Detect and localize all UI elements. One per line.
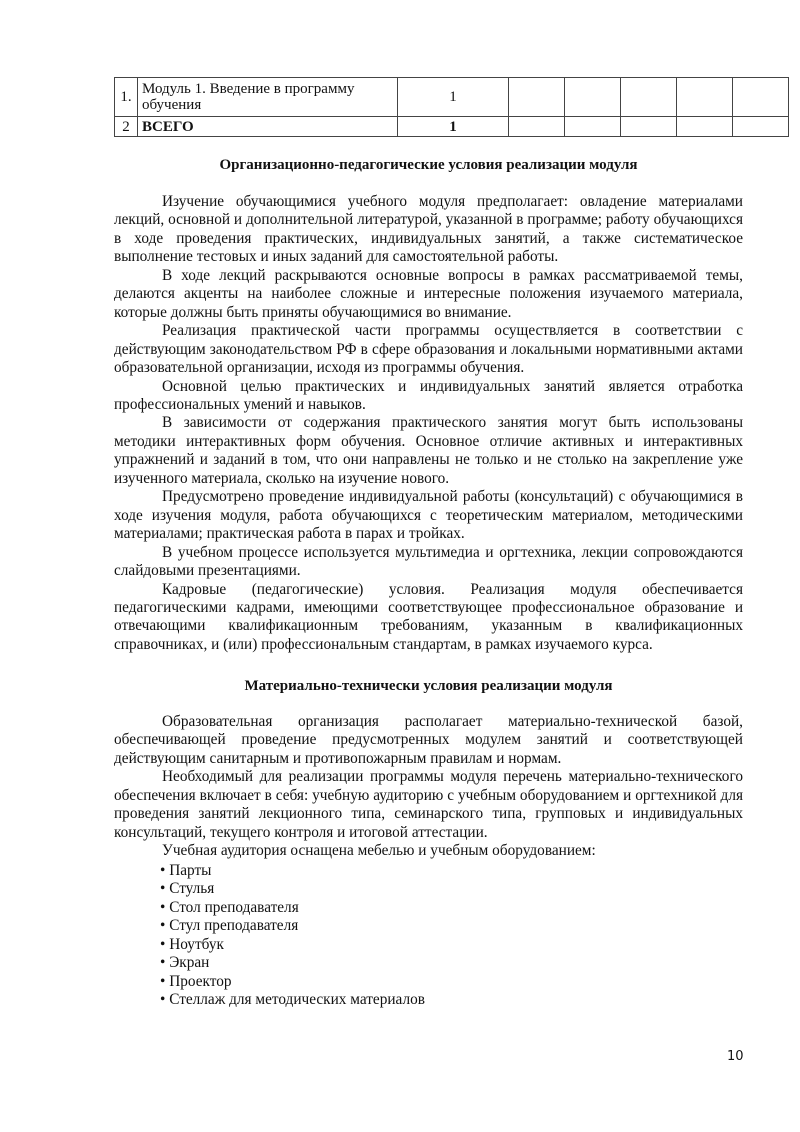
list-item: • Экран: [160, 954, 425, 972]
list-item: • Парты: [160, 862, 425, 880]
empty-cell: [733, 78, 789, 117]
empty-cell: [565, 117, 621, 137]
paragraph: В ходе лекций раскрываются основные вопросы в рамках рассматриваемой темы, делаются акценты на наиболее сложные и интересные положения изучаемого материала, которые должны быть приняты обучающимися во внимание.: [114, 266, 743, 321]
empty-cell: [733, 117, 789, 137]
paragraph: Необходимый для реализации программы модуля перечень материально-технического обеспечения включает в себя: учебную аудиторию с учебным оборудованием и оргтехникой для проведения занятий лекционного типа, семинарского типа, групповых и индивидуальных консультаций, текущего контроля и итоговой аттестации.: [114, 768, 743, 841]
total-label: ВСЕГО: [138, 117, 398, 137]
paragraph: Образовательная организация располагает материально-технической базой, обеспечивающей проведение предусмотренных модулем занятий и соответствующей действующим санитарным и противопожарным правилам и нормам.: [114, 713, 743, 767]
list-item: • Стеллаж для методических материалов: [160, 991, 425, 1009]
row-number: 2: [115, 117, 138, 137]
organizational-conditions-text: [114, 193, 743, 654]
module-name: Модуль 1. Введение в программу обучения: [138, 78, 398, 117]
hours-cell: 1: [398, 78, 509, 117]
table-row: [115, 78, 789, 117]
list-item: • Ноутбук: [160, 936, 425, 954]
empty-cell: [509, 117, 565, 137]
empty-cell: [621, 78, 677, 117]
empty-cell: [677, 78, 733, 117]
empty-cell: [677, 117, 733, 137]
empty-cell: [621, 117, 677, 137]
list-item: • Стулья: [160, 880, 425, 898]
empty-cell: [509, 78, 565, 117]
paragraph: Предусмотрено проведение индивидуальной работы (консультаций) с обучающимися в ходе изучения модуля, работа обучающихся с теоретическим материалом, методическими материалами; практическая работа в парах и тройках.: [114, 488, 743, 543]
empty-cell: [565, 78, 621, 117]
material-conditions-text: [114, 713, 743, 861]
paragraph: В зависимости от содержания практического занятия могут быть использованы методики интерактивных форм обучения. Основное отличие активных и интерактивных упражнений и заданий в том, что они направлены не только и не столько на закрепление уже изученного материала, сколько на изучение нового.: [114, 414, 743, 487]
list-item: • Стол преподавателя: [160, 899, 425, 917]
paragraph: В учебном процессе используется мультимедиа и оргтехника, лекции сопровождаются слайдовыми презентациями.: [114, 543, 743, 580]
equipment-list: [160, 862, 425, 1010]
total-hours: 1: [398, 117, 509, 137]
paragraph: Реализация практической части программы осуществляется в соответствии с действующим законодательством РФ в сфере образования и локальными нормативными актами образовательной организации, исходя из программы обучения.: [114, 322, 743, 377]
paragraph: Учебная аудитория оснащена мебелью и учебным оборудованием:: [162, 842, 596, 860]
page-number: 10: [727, 1049, 744, 1064]
module-table: [114, 77, 789, 137]
paragraph: Изучение обучающимися учебного модуля предполагает: овладение материалами лекций, основной и дополнительной литературой, указанной в программе; работу обучающихся в ходе проведения практических, индивидуальных занятий, а также систематическое выполнение тестовых и иных заданий для самостоятельной работы.: [114, 193, 743, 266]
row-number: 1.: [115, 78, 138, 117]
list-item: • Проектор: [160, 973, 425, 991]
section-title-organizational: Организационно-педагогические условия реализации модуля: [219, 157, 638, 173]
table-row: [115, 117, 789, 137]
list-item: • Стул преподавателя: [160, 917, 425, 935]
paragraph: Кадровые (педагогические) условия. Реализация модуля обеспечивается педагогическими кадрами, имеющими соответствующее профессиональное образование и отвечающими квалификационным требованиям, указанным в квалификационных справочниках, и (или) профессиональным стандартам, в рамках изучаемого курса.: [114, 580, 743, 653]
paragraph: Основной целью практических и индивидуальных занятий является отработка профессиональных умений и навыков.: [114, 377, 743, 413]
section-title-material: Материально-технически условия реализации модуля: [244, 678, 613, 694]
